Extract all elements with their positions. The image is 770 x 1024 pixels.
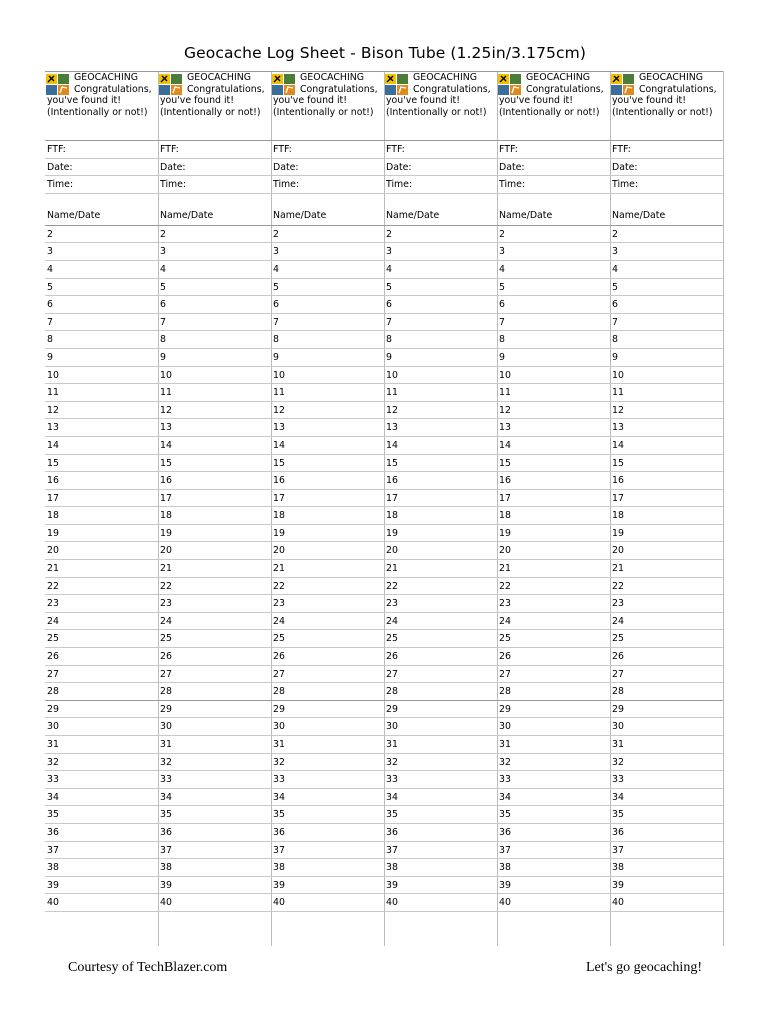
log-row: 23 [384,595,497,613]
log-row: 20 [384,542,497,560]
log-row: 25 [158,630,271,648]
log-row: 40 [158,894,271,912]
logo-wordmark: GEOCACHING [74,72,138,83]
log-row: 22 [610,578,723,596]
congrats-text: Congratulations, [526,83,604,95]
log-row: 28 [384,683,497,701]
column-header [610,71,723,141]
log-row: 29 [271,701,384,719]
log-row: 9 [45,349,158,367]
log-row: 9 [158,349,271,367]
log-row: 20 [271,542,384,560]
log-row: 4 [45,261,158,279]
log-row: 18 [158,507,271,525]
log-row: 22 [271,578,384,596]
logo-wordmark: GEOCACHING [187,72,251,83]
log-row: 9 [610,349,723,367]
log-row: 36 [158,824,271,842]
log-row: 18 [271,507,384,525]
date-field: Date: [45,159,158,177]
log-row: 23 [158,595,271,613]
log-row: 12 [610,402,723,420]
log-row: 38 [45,859,158,877]
log-row: 15 [497,455,610,473]
date-field: Date: [384,159,497,177]
page-title: Geocache Log Sheet - Bison Tube (1.25in/3.175cm) [184,44,586,62]
congrats-text: Congratulations, [300,83,378,95]
log-row: 20 [610,542,723,560]
log-row: 10 [384,367,497,385]
log-row: 33 [45,771,158,789]
log-row: 27 [610,666,723,684]
ftf-field: FTF: [497,141,610,159]
found-text: you've found it! [499,95,573,106]
log-row: 32 [610,754,723,772]
log-row: 21 [497,560,610,578]
log-row: 18 [384,507,497,525]
log-row: 28 [271,683,384,701]
log-row: 20 [497,542,610,560]
log-row: 37 [610,842,723,860]
log-row: 11 [45,384,158,402]
found-text: you've found it! [47,95,121,106]
log-row: 2 [384,226,497,244]
log-row: 29 [158,701,271,719]
column-header [497,71,610,141]
log-row: 35 [45,806,158,824]
log-row: 35 [158,806,271,824]
log-row: 4 [610,261,723,279]
log-row: 17 [271,490,384,508]
log-row: 14 [497,437,610,455]
log-row: 21 [384,560,497,578]
log-row: 10 [271,367,384,385]
log-row: 30 [271,718,384,736]
log-row: 26 [45,648,158,666]
ftf-field: FTF: [610,141,723,159]
log-row: 33 [271,771,384,789]
log-row: 27 [497,666,610,684]
log-row: 36 [384,824,497,842]
name-date-header: Name/Date [45,194,158,226]
log-row: 32 [45,754,158,772]
log-row: 37 [158,842,271,860]
log-row: 13 [384,419,497,437]
log-row: 40 [384,894,497,912]
log-row: 16 [384,472,497,490]
log-row: 11 [158,384,271,402]
column-header [384,71,497,141]
congrats-text: Congratulations, [413,83,491,95]
log-row: 38 [271,859,384,877]
log-row: 27 [271,666,384,684]
log-row: 24 [45,613,158,631]
log-row: 15 [610,455,723,473]
date-field: Date: [158,159,271,177]
intention-text: (Intentionally or not!) [160,106,261,118]
column-header [271,71,384,141]
found-text: you've found it! [160,95,234,106]
intention-text: (Intentionally or not!) [386,106,487,118]
log-row: 13 [158,419,271,437]
log-row: 8 [271,331,384,349]
log-row: 24 [158,613,271,631]
column-header [158,71,271,141]
log-row: 6 [158,296,271,314]
time-field: Time: [384,176,497,194]
log-row: 24 [497,613,610,631]
log-row: 5 [271,279,384,297]
log-row: 10 [497,367,610,385]
log-row: 25 [610,630,723,648]
date-field: Date: [271,159,384,177]
log-row: 30 [158,718,271,736]
log-column [497,71,611,946]
log-row: 14 [384,437,497,455]
log-row: 12 [497,402,610,420]
log-row: 3 [384,243,497,261]
log-row: 16 [610,472,723,490]
log-row: 10 [45,367,158,385]
log-row: 4 [271,261,384,279]
column-header [45,71,158,141]
log-row: 3 [610,243,723,261]
log-row: 38 [158,859,271,877]
congrats-text: Congratulations, [187,83,265,95]
log-row: 8 [158,331,271,349]
log-row: 18 [45,507,158,525]
log-row: 29 [497,701,610,719]
log-row: 33 [497,771,610,789]
log-row: 10 [158,367,271,385]
log-row: 5 [610,279,723,297]
log-row: 24 [610,613,723,631]
logo-wordmark: GEOCACHING [639,72,703,83]
intention-text: (Intentionally or not!) [273,106,374,118]
log-row: 37 [45,842,158,860]
log-row: 2 [497,226,610,244]
log-row: 34 [45,789,158,807]
log-row: 30 [384,718,497,736]
log-row: 19 [271,525,384,543]
log-row: 7 [497,314,610,332]
log-row: 32 [384,754,497,772]
log-row: 34 [158,789,271,807]
log-row: 34 [497,789,610,807]
name-date-header: Name/Date [158,194,271,226]
found-text: you've found it! [273,95,347,106]
log-row: 34 [610,789,723,807]
log-row: 6 [610,296,723,314]
log-row: 24 [384,613,497,631]
log-row: 8 [610,331,723,349]
log-row: 8 [497,331,610,349]
log-row: 4 [158,261,271,279]
found-text: you've found it! [386,95,460,106]
log-row: 20 [45,542,158,560]
log-row: 26 [497,648,610,666]
name-date-header: Name/Date [610,194,723,226]
congrats-text: Congratulations, [639,83,717,95]
log-row: 35 [384,806,497,824]
log-row: 28 [158,683,271,701]
log-row: 12 [271,402,384,420]
log-row: 26 [271,648,384,666]
log-row: 6 [271,296,384,314]
log-row: 17 [384,490,497,508]
log-row: 36 [45,824,158,842]
log-row: 8 [384,331,497,349]
log-row: 7 [271,314,384,332]
log-row: 13 [497,419,610,437]
log-row: 7 [158,314,271,332]
log-row: 29 [610,701,723,719]
log-row: 30 [610,718,723,736]
log-row: 21 [610,560,723,578]
log-row: 32 [271,754,384,772]
log-row: 39 [610,877,723,895]
log-row: 2 [45,226,158,244]
log-row: 31 [271,736,384,754]
time-field: Time: [497,176,610,194]
log-row: 17 [497,490,610,508]
log-row: 23 [610,595,723,613]
log-row: 15 [158,455,271,473]
log-row: 39 [158,877,271,895]
log-row: 27 [45,666,158,684]
log-row: 34 [271,789,384,807]
log-row: 40 [271,894,384,912]
log-row: 14 [610,437,723,455]
log-row: 31 [497,736,610,754]
log-row: 11 [271,384,384,402]
log-row: 36 [610,824,723,842]
log-row: 21 [45,560,158,578]
log-row: 9 [271,349,384,367]
log-row: 6 [384,296,497,314]
log-row: 3 [45,243,158,261]
logo-wordmark: GEOCACHING [300,72,364,83]
log-row: 5 [158,279,271,297]
log-row: 15 [271,455,384,473]
log-row: 23 [45,595,158,613]
log-row: 25 [271,630,384,648]
log-row: 35 [497,806,610,824]
log-row: 19 [45,525,158,543]
log-row: 23 [271,595,384,613]
ftf-field: FTF: [158,141,271,159]
log-row: 15 [384,455,497,473]
log-row: 12 [384,402,497,420]
log-row: 5 [45,279,158,297]
log-row: 38 [384,859,497,877]
log-row: 18 [497,507,610,525]
footer-tagline: Let's go geocaching! [585,960,702,975]
log-column [158,71,272,946]
log-row: 22 [384,578,497,596]
log-row: 5 [497,279,610,297]
log-row: 16 [158,472,271,490]
log-row: 7 [384,314,497,332]
log-row: 6 [45,296,158,314]
date-field: Date: [610,159,723,177]
log-row: 3 [271,243,384,261]
log-row: 38 [497,859,610,877]
ftf-field: FTF: [271,141,384,159]
log-row: 34 [384,789,497,807]
log-row: 37 [384,842,497,860]
log-row: 17 [158,490,271,508]
log-row: 40 [610,894,723,912]
log-row: 11 [610,384,723,402]
log-row: 3 [497,243,610,261]
intention-text: (Intentionally or not!) [47,106,148,118]
log-row: 29 [45,701,158,719]
log-row: 25 [497,630,610,648]
log-row: 6 [497,296,610,314]
log-row: 2 [158,226,271,244]
log-row: 25 [45,630,158,648]
log-row: 23 [497,595,610,613]
log-row: 13 [271,419,384,437]
log-row: 28 [610,683,723,701]
footer-credit: Courtesy of TechBlazer.com [68,960,228,975]
log-row: 2 [610,226,723,244]
logo-wordmark: GEOCACHING [526,72,590,83]
log-row: 36 [271,824,384,842]
log-row: 9 [497,349,610,367]
log-row: 19 [384,525,497,543]
log-row: 3 [158,243,271,261]
intention-text: (Intentionally or not!) [612,106,713,118]
log-row: 39 [45,877,158,895]
log-row: 8 [45,331,158,349]
log-row: 22 [497,578,610,596]
log-row: 22 [45,578,158,596]
log-row: 7 [45,314,158,332]
log-row: 7 [610,314,723,332]
log-row: 16 [45,472,158,490]
time-field: Time: [610,176,723,194]
log-row: 11 [384,384,497,402]
log-row: 29 [384,701,497,719]
name-date-header: Name/Date [384,194,497,226]
log-row: 33 [158,771,271,789]
log-row: 40 [45,894,158,912]
log-row: 40 [497,894,610,912]
log-row: 10 [610,367,723,385]
log-row: 16 [497,472,610,490]
log-row: 31 [45,736,158,754]
log-row: 39 [384,877,497,895]
log-row: 28 [497,683,610,701]
log-row: 20 [158,542,271,560]
log-row: 22 [158,578,271,596]
log-row: 30 [45,718,158,736]
log-row: 11 [497,384,610,402]
log-row: 38 [610,859,723,877]
log-row: 5 [384,279,497,297]
log-column [271,71,385,946]
log-row: 14 [158,437,271,455]
log-row: 25 [384,630,497,648]
log-row: 37 [497,842,610,860]
log-row: 16 [271,472,384,490]
log-row: 14 [45,437,158,455]
log-row: 13 [45,419,158,437]
date-field: Date: [497,159,610,177]
log-row: 9 [384,349,497,367]
time-field: Time: [45,176,158,194]
logo-wordmark: GEOCACHING [413,72,477,83]
log-row: 19 [610,525,723,543]
log-row: 19 [158,525,271,543]
name-date-header: Name/Date [271,194,384,226]
log-row: 15 [45,455,158,473]
log-row: 37 [271,842,384,860]
ftf-field: FTF: [384,141,497,159]
log-row: 33 [384,771,497,789]
log-column [610,71,724,946]
intention-text: (Intentionally or not!) [499,106,600,118]
log-row: 19 [497,525,610,543]
log-row: 14 [271,437,384,455]
log-row: 35 [610,806,723,824]
congrats-text: Congratulations, [74,83,152,95]
log-row: 4 [384,261,497,279]
log-row: 39 [271,877,384,895]
log-row: 28 [45,683,158,701]
time-field: Time: [271,176,384,194]
log-row: 35 [271,806,384,824]
log-row: 17 [45,490,158,508]
log-row: 36 [497,824,610,842]
log-row: 21 [158,560,271,578]
found-text: you've found it! [612,95,686,106]
log-row: 27 [384,666,497,684]
log-row: 12 [45,402,158,420]
log-row: 32 [158,754,271,772]
log-column [45,71,159,946]
log-row: 33 [610,771,723,789]
time-field: Time: [158,176,271,194]
log-row: 4 [497,261,610,279]
log-row: 31 [384,736,497,754]
log-row: 21 [271,560,384,578]
log-row: 12 [158,402,271,420]
log-row: 24 [271,613,384,631]
log-row: 18 [610,507,723,525]
log-row: 39 [497,877,610,895]
log-row: 2 [271,226,384,244]
name-date-header: Name/Date [497,194,610,226]
log-row: 13 [610,419,723,437]
log-row: 30 [497,718,610,736]
log-row: 26 [384,648,497,666]
log-row: 27 [158,666,271,684]
log-row: 26 [158,648,271,666]
log-row: 31 [158,736,271,754]
log-column [384,71,498,946]
ftf-field: FTF: [45,141,158,159]
log-row: 17 [610,490,723,508]
log-row: 26 [610,648,723,666]
log-row: 32 [497,754,610,772]
log-row: 31 [610,736,723,754]
